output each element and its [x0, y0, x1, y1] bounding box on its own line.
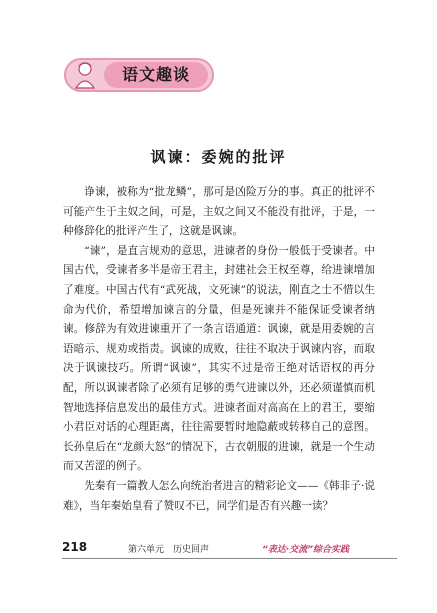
footer-unit: 第六单元 历史回声	[128, 545, 210, 555]
article-title: 讽谏：委婉的批评	[150, 148, 287, 166]
footer-divider	[62, 558, 397, 559]
article-body	[63, 183, 375, 516]
paragraph: 诤谏，被称为“批龙鳞”，那可是凶险万分的事。真正的批评不可能产生于主奴之间，可是，主奴之间又不能没有批评，于是，一种修辞化的批评产生了，这就是讽谏。	[63, 186, 375, 238]
paragraph: 先秦有一篇教人怎么向统治者进言的精彩论文——《韩非子·说难》，当年秦始皇看了赞叹不已，同学们是否有兴趣一读？	[63, 479, 375, 512]
paragraph: “谏”，是直言规劝的意思，进谏者的身份一般低于受谏者。中国古代，受谏者多半是帝王君主，封建社会王权至尊，给进谏增加了难度。中国古代有“武死战，文死谏”的说法，刚直之士不惜以生命为代价，希望增加谏言的分量，但是死谏并不能保证受谏者纳谏。修辞为有效进谏重开了一条言语通道：讽谏，就是用委婉的言语暗示、规劝或指责。讽谏的成败，往往不取决于讽谏内容，而取决于讽谏技巧。所谓“讽谏”，其实不过是帝王绝对话语权的再分配，所以讽谏者除了必须有足够的勇气进谏以外，还必须谨慎而机智地选择信息发出的最佳方式。进谏者面对高高在上的君王，要缩小君臣对话的心理距离，往往需要暂时地隐蔽或转移自己的意图。长孙皇后在“龙颜大怒”的情况下，古衣朝服的进谏，就是一个生动而又苦涩的例子。	[63, 244, 375, 473]
page-number: 218	[62, 540, 88, 554]
column-title: 语文趣谈	[121, 65, 190, 84]
page-footer	[62, 540, 397, 558]
footer-section: “表达·交流”综合实践	[262, 545, 350, 555]
column-badge	[64, 58, 214, 92]
figure-icon	[68, 60, 102, 90]
